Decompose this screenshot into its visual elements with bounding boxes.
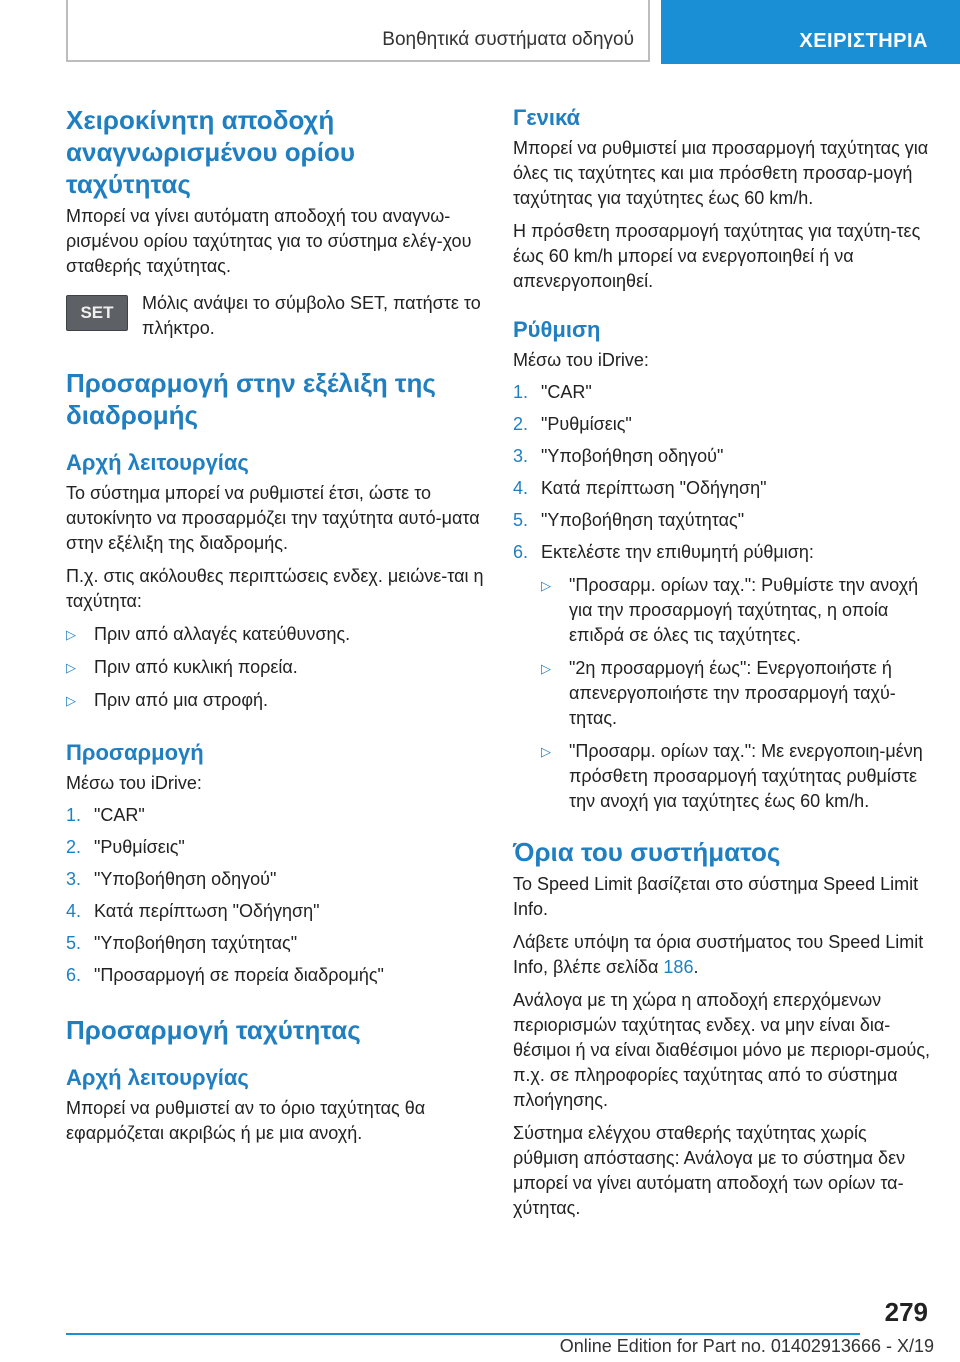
triangle-bullet-icon: ▷ (541, 661, 551, 676)
triangle-bullet-icon: ▷ (541, 744, 551, 759)
list-item: ▷ Πριν από κυκλική πορεία. (66, 655, 484, 680)
steps-list-left (66, 803, 484, 988)
paragraph-limits-2: Λάβετε υπόψη τα όρια συστήματος του Speed Limit Info, βλέπε σελίδα 186. (513, 932, 924, 977)
heading-system-limits: Όρια του συστήματος (513, 837, 781, 867)
list-item: 4. Κατά περίπτωση "Οδήγηση" (66, 901, 320, 921)
paragraph-limits-4: Σύστημα ελέγχου σταθερής ταχύτητας χωρίς ρύθμιση απόστασης: Ανάλογα με το σύστημα δεν μπορεί να γίνει αυτόματη αποδοχή των ορίων τα-χύτητας. (513, 1123, 906, 1218)
triangle-bullet-icon: ▷ (66, 660, 76, 675)
heading-principle: Αρχή λειτουργίας (66, 450, 249, 475)
paragraph-general-2: Η πρόσθετη προσαρμογή ταχύτητας για ταχύτη-τες έως 60 km/h μπορεί να ενεργοποιηθεί ή να απενεργοποιηθεί. (513, 221, 921, 291)
header-section-title: ΧΕΙΡΙΣΤΗΡΙΑ (799, 30, 928, 52)
heading-route-adaptation: Προσαρμογή στην εξέλιξη της διαδρομής (66, 368, 436, 430)
list-item: 2. "Ρυθμίσεις" (513, 414, 632, 434)
bullet-list-situations (66, 622, 484, 713)
paragraph-limits-1: Το Speed Limit βασίζεται στο σύστημα Speed Limit Info. (513, 874, 919, 919)
page-number: 279 (884, 1297, 928, 1327)
list-item: ▷ "Προσαρμ. ορίων ταχ.": Με ενεργοποιη-μένη πρόσθετη προσαρμογή ταχύτητας ρυθμίστε την ανοχή για ταχύτητες έως 60 km/h. (541, 741, 923, 811)
triangle-bullet-icon: ▷ (66, 693, 76, 708)
paragraph-idrive: Μέσω του iDrive: (66, 773, 202, 793)
heading-principle-2: Αρχή λειτουργίας (66, 1065, 249, 1090)
list-item: 1. "CAR" (66, 805, 145, 825)
paragraph-manual-acceptance: Μπορεί να γίνει αυτόματη αποδοχή του αναγνω-ρισμένου ορίου ταχύτητας για το σύστημα ελέγ-χου σταθερής ταχύτητας. (66, 206, 472, 276)
list-item: 3. "Υποβοήθηση οδηγού" (513, 446, 724, 466)
footer-edition: Online Edition for Part no. 01402913666 - X/19 (559, 1336, 934, 1356)
set-button-icon: SET (66, 295, 128, 331)
list-item: 4. Κατά περίπτωση "Οδήγηση" (513, 478, 767, 498)
list-item: ▷ "Προσαρμ. ορίων ταχ.": Ρυθμίστε την ανοχή για την προσαρμογή ταχύτητας, η οποία επιδρά σε όλες τις ταχύτητες. (541, 575, 919, 645)
triangle-bullet-icon: ▷ (541, 578, 551, 593)
list-item: 5. "Υποβοήθηση ταχύτητας" (513, 510, 745, 530)
bullet-list-settings (541, 573, 933, 814)
paragraph-idrive-right: Μέσω του iDrive: (513, 350, 649, 370)
paragraph-principle: Το σύστημα μπορεί να ρυθμιστεί έτσι, ώστε το αυτοκίνητο να προσαρμόζει την ταχύτητα αυτό-ματα στην εξέλιξη της διαδρομής. (66, 483, 480, 553)
paragraph-example: Π.χ. στις ακόλουθες περιπτώσεις ενδεχ. μειώνε-ται η ταχύτητα: (66, 566, 484, 611)
list-item: 3. "Υποβοήθηση οδηγού" (66, 869, 277, 889)
heading-adjustment: Προσαρμογή (66, 740, 204, 765)
heading-manual-acceptance: Χειροκίνητη αποδοχή αναγνωρισμένου ορίου ταχύτητας (66, 105, 355, 199)
footer-divider (66, 1333, 860, 1335)
left-column (66, 104, 484, 1146)
header-chapter-title: Βοηθητικά συστήματα οδηγού (382, 29, 634, 50)
list-item: 6. Εκτελέστε την επιθυμητή ρύθμιση: (513, 542, 814, 562)
triangle-bullet-icon: ▷ (66, 627, 76, 642)
right-column (513, 104, 933, 1221)
list-item: ▷ "2η προσαρμογή έως": Ενεργοποιήστε ή απενεργοποιήστε την προσαρμογή ταχύ-τητας. (541, 658, 896, 728)
paragraph-principle-2: Μπορεί να ρυθμιστεί αν το όριο ταχύτητας θα εφαρμόζεται ακριβώς ή με μια ανοχή. (66, 1098, 426, 1143)
heading-setting: Ρύθμιση (513, 317, 601, 342)
header-section-tab (661, 0, 960, 64)
set-instruction (66, 291, 484, 341)
list-item: 5. "Υποβοήθηση ταχύτητας" (66, 933, 298, 953)
paragraph-limits-3: Ανάλογα με τη χώρα η αποδοχή επερχόμενων περιορισμών ταχύτητας ενδεχ. να μην είναι δια-θέσιμοι ή να είναι διαθέσιμοι μόνο με περιορι-σμούς, π.χ. σε πληροφορίες ταχύτητας από το σύστημα πλοήγησης. (513, 990, 931, 1110)
paragraph-general-1: Μπορεί να ρυθμιστεί μια προσαρμογή ταχύτητας για όλες τις ταχύτητες και μια πρόσθετη προσαρ-μογή ταχύτητας για ταχύτητες έως 60 km/h. (513, 138, 929, 208)
header-chapter-box (66, 0, 650, 62)
heading-speed-adaptation: Προσαρμογή ταχύτητας (66, 1015, 361, 1045)
heading-general: Γενικά (513, 105, 581, 130)
page-reference-link[interactable]: 186 (663, 957, 694, 977)
steps-list-right (513, 380, 933, 565)
list-item: 2. "Ρυθμίσεις" (66, 837, 185, 857)
set-instruction-text: Μόλις ανάψει το σύμβολο SET, πατήστε το πλήκτρο. (142, 293, 481, 338)
list-item: 6. "Προσαρμογή σε πορεία διαδρομής" (66, 965, 384, 985)
list-item: 1. "CAR" (513, 382, 592, 402)
list-item: ▷ Πριν από μια στροφή. (66, 688, 484, 713)
list-item: ▷ Πριν από αλλαγές κατεύθυνσης. (66, 622, 484, 647)
